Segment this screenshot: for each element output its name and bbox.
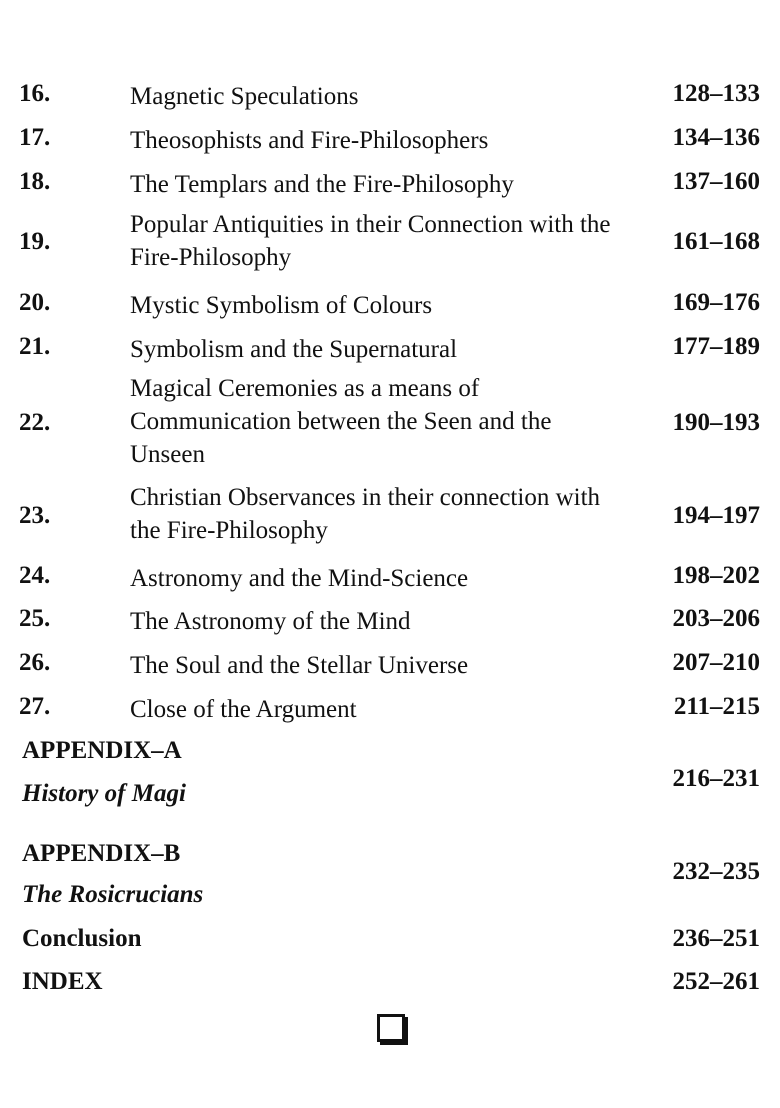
- entry-title: The Templars and the Fire-Philosophy: [130, 171, 514, 198]
- entry-pages: 137–160: [672, 168, 760, 195]
- entry-number: 18.: [19, 168, 51, 195]
- entry-title: The Soul and the Stellar Universe: [130, 652, 469, 679]
- entry-title: Magical Ceremonies as a means of Communication between the Seen and the Unseen: [130, 375, 552, 468]
- entry-number: 25.: [19, 605, 51, 632]
- appendix-subtitle: History of Magi: [22, 780, 186, 807]
- entry-pages: 198–202: [672, 562, 760, 589]
- entry-title: Close of the Argument: [130, 696, 357, 723]
- entry-pages: 169–176: [672, 289, 760, 316]
- entry-number: 22.: [19, 409, 51, 436]
- entry-number: 21.: [19, 333, 51, 360]
- entry-number: 17.: [19, 124, 51, 151]
- entry-title: Conclusion: [22, 925, 142, 952]
- appendix-heading: APPENDIX–B: [22, 840, 181, 867]
- entry-pages: 232–235: [672, 858, 760, 885]
- entry-title: Symbolism and the Supernatural: [130, 336, 458, 363]
- appendix-subtitle: The Rosicrucians: [22, 881, 204, 908]
- appendix-heading: APPENDIX–A: [22, 737, 182, 764]
- entry-title: Christian Observances in their connection with the Fire-Philosophy: [130, 484, 601, 544]
- entry-pages: 161–168: [672, 228, 760, 255]
- entry-title: Popular Antiquities in their Connection with the Fire-Philosophy: [130, 211, 611, 271]
- entry-title: Astronomy and the Mind-Science: [130, 565, 469, 592]
- entry-pages: 194–197: [672, 502, 760, 529]
- entry-pages: 216–231: [672, 765, 760, 792]
- entry-number: 26.: [19, 649, 51, 676]
- square-end-mark-icon: [377, 1014, 405, 1042]
- entry-title: Magnetic Speculations: [130, 83, 359, 110]
- entry-title: Theosophists and Fire-Philosophers: [130, 127, 489, 154]
- entry-title: The Astronomy of the Mind: [130, 608, 411, 635]
- entry-number: 27.: [19, 693, 51, 720]
- entry-pages: 134–136: [672, 124, 760, 151]
- entry-number: 24.: [19, 562, 51, 589]
- entry-title: Mystic Symbolism of Colours: [130, 292, 433, 319]
- entry-pages: 211–215: [673, 693, 760, 720]
- entry-pages: 203–206: [672, 605, 760, 632]
- entry-title: INDEX: [22, 968, 103, 995]
- entry-pages: 128–133: [672, 80, 760, 107]
- entry-number: 19.: [19, 228, 51, 255]
- entry-pages: 236–251: [672, 925, 760, 952]
- entry-number: 20.: [19, 289, 51, 316]
- entry-pages: 177–189: [672, 333, 760, 360]
- entry-pages: 207–210: [672, 649, 760, 676]
- entry-number: 16.: [19, 80, 51, 107]
- entry-pages: 190–193: [672, 409, 760, 436]
- entry-pages: 252–261: [672, 968, 760, 995]
- entry-number: 23.: [19, 502, 51, 529]
